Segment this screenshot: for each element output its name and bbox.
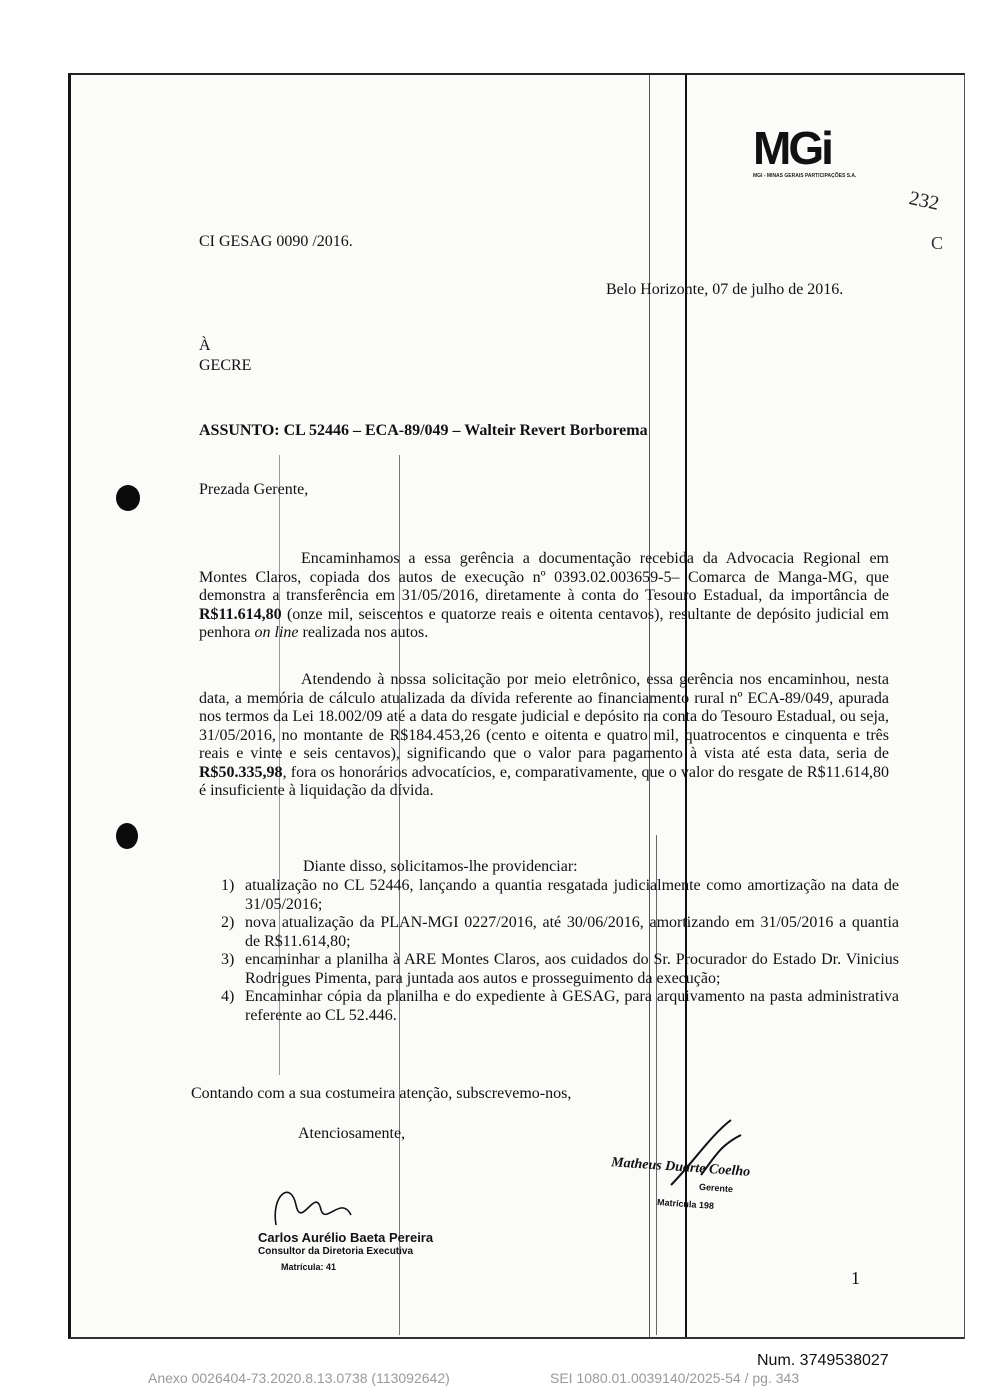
recipient: GECRE [199, 357, 252, 374]
regards: Atenciosamente, [298, 1125, 406, 1142]
signer-right-role: Gerente [698, 1181, 734, 1195]
handwritten-mark: C [931, 233, 944, 253]
punch-hole [116, 823, 138, 849]
place-date: Belo Horizonte, 07 de julho de 2016. [606, 281, 844, 298]
list-item [199, 914, 899, 951]
left-signature-scribble [261, 1175, 381, 1235]
signer-right-name: Matheus Duarte Coelho [610, 1155, 751, 1180]
request-list [199, 877, 899, 1025]
list-item-text: encaminhar a planilha à ARE Montes Claros, aos cuidados do Sr. Procurador do Estado Dr. Vinicius Rodrigues Pimenta, para juntada aos autos e prosseguimento da execução; [245, 951, 899, 987]
list-item [199, 877, 899, 914]
signer-left-name: Carlos Aurélio Baeta Pereira [258, 1230, 434, 1245]
company-logo [753, 122, 873, 179]
list-item [199, 951, 899, 988]
sei-reference: SEI 1080.01.0039140/2025-54 / pg. 343 [550, 1370, 800, 1386]
salutation: Prezada Gerente, [199, 481, 309, 498]
list-item [199, 988, 899, 1025]
signer-right-id: Matrícula 198 [656, 1197, 715, 1211]
list-item-number: 1) [221, 877, 235, 894]
annex-reference: Anexo 0026404-73.2020.8.13.0738 (113092642) [148, 1370, 450, 1386]
list-item-number: 2) [221, 914, 235, 931]
paragraph-2 [199, 671, 889, 801]
recipient-prefix: À [199, 337, 211, 354]
sheet-number: 1 [851, 1268, 860, 1288]
list-item-text: Encaminhar cópia da planilha e do expediente à GESAG, para arquivamento na pasta administrativa referente ao CL 52.446. [245, 988, 899, 1024]
scanned-letter [68, 73, 965, 1339]
paragraph-1-text-c: realizada nos autos. [298, 624, 429, 641]
paragraph-2-amount: R$50.335,98 [199, 763, 283, 781]
subject-line: ASSUNTO: CL 52446 – ECA-89/049 – Walteir Revert Borborema [199, 422, 648, 439]
paragraph-1-online: on line [254, 624, 299, 641]
paragraph-2-text-b: , fora os honorários advocatícios, e, comparativamente, que o valor do resgate de R$11.614,80 é insuficiente à liquidação da dívida. [199, 763, 889, 799]
logo-subtitle: MGI - MINAS GERAIS PARTICIPAÇÕES S.A. [753, 173, 857, 179]
list-item-number: 3) [221, 951, 235, 968]
handwritten-page-number: 232 [907, 187, 942, 215]
punch-hole [116, 485, 140, 511]
list-item-text: atualização no CL 52446, lançando a quantia resgatada judicialmente como amortização na data de 31/05/2016; [245, 877, 899, 913]
logo-text: MGi [753, 122, 831, 174]
paragraph-1-text-a: Encaminhamos a essa gerência a documentação recebida da Advocacia Regional em Montes Claros, copiada dos autos de execução nº 0393.02.003659-5– Comarca de Manga-MG, que demonstra a transferência em 31/05/2016, diretamente à conta do Tesouro Estadual, da importância de [199, 550, 889, 604]
list-item-text: nova atualização da PLAN-MGI 0227/2016, até 30/06/2016, amortizando em 31/05/2016 a quantia de R$11.614,80; [245, 914, 899, 950]
document-reference: CI GESAG 0090 /2016. [199, 233, 353, 250]
document-number: Num. 3749538027 [757, 1352, 889, 1369]
paragraph-2-text-a: Atendendo à nossa solicitação por meio eletrônico, essa gerência nos encaminhou, nesta data, a memória de cálculo atualizada da dívida referente ao financiamento rural nº ECA-89/049, apurada nos termos da Lei 18.002/09 até a data do resgate judicial e depósito na conta do Tesouro Estadual, ou seja, 31/05/2016, no montante de R$184.453,26 (cento e oitenta e quatro mil, quatrocentos e cinquenta e três reais e vinte e seis centavos), significando que o valor para pagamento à vista até esta data, seria de [199, 671, 889, 762]
signer-left-id: Matrícula: 41 [281, 1262, 337, 1272]
list-item-number: 4) [221, 988, 235, 1005]
paragraph-3: Diante disso, solicitamos-lhe providenciar: [303, 858, 578, 875]
paragraph-1-text-b: (onze mil, seiscentos e quatorze reais e oitenta centavos), resultante de depósito judicial em penhora [199, 605, 889, 641]
signer-left-role: Consultor da Diretoria Executiva [258, 1246, 414, 1257]
paragraph-1 [199, 550, 889, 643]
closing-line: Contando com a sua costumeira atenção, subscrevemo-nos, [191, 1085, 572, 1102]
paragraph-1-amount: R$11.614,80 [199, 605, 282, 623]
